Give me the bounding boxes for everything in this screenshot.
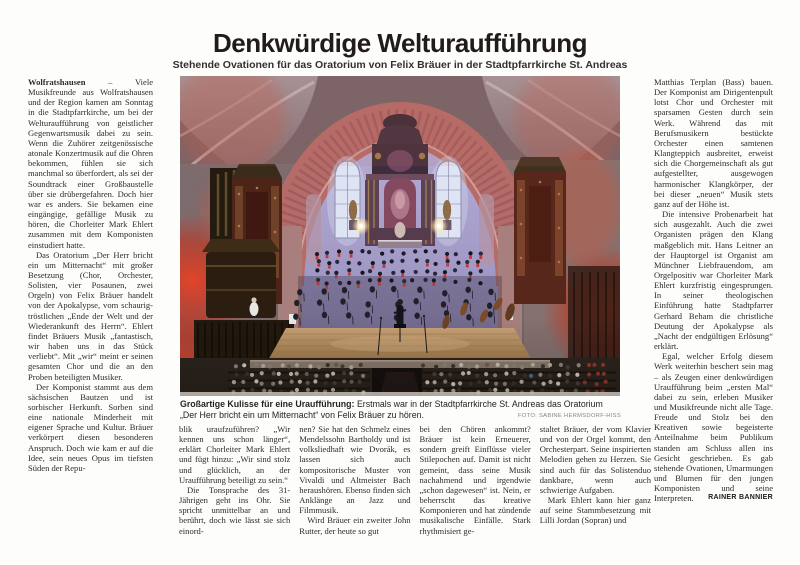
author-byline: RAINER BANNIER (708, 494, 773, 502)
paragraph: Wird Bräuer ein zweiter John Rutter, der heute so gut (299, 515, 411, 536)
article-photo (180, 76, 620, 396)
caption-text: Erstmals war in der Stadtpfarrkirche St. Andreas das Oratorium „Der Herr bricht ein um Mitternacht“ von Felix Bräuer zu hören. (180, 399, 603, 420)
paragraph: bei den Chören ankommt? Bräuer ist kein Erneuerer, sondern greift Einflüsse vieler Stilepochen auf. Damit ist nicht gemeint, dass seine Musik nachahmend und irgendwie „schon dagewesen“ ist. Nein, er beherrscht das kreative Komponieren und hat zündende musikalische Einfälle. Stark rhythmisiert ge- (419, 424, 531, 536)
paragraph: Das Oratorium „Der Herr bricht ein um Mitternacht“ mit großer Besetzung (Chor, Orchester, Solisten, vier Posaunen, zwei Orgeln) von Felix Bräuer handelt von der Apokalypse, vom schaurig-tröstlichen „Ende der Welt und der Wiederankunft des Herrn“. Ehlert findet Bräuers Musik „fantastisch, wir haben uns in das Stück verliebt“. Mit „wir“ meint er seinen gesamten Chor und die an den Proben beteiligten Musiker. (28, 249, 153, 382)
photo-caption (180, 399, 621, 421)
paragraph: Matthias Terplan (Bass) bauen. Der Komponist am Dirigentenpult lotst Chor und Orchester mit sparsamen Gesten durch sein Werk. Während das mit Berufsmusikern bestückte Orchester einen samtenen Klangteppich ausbreitet, erweist sich die Chorgemeinschaft als gut aufgestellter, ausgewogen harmonischer Klangkörper, der bei dieser „neuen“ Musik stets ganz auf der Höhe ist. (654, 77, 773, 209)
paragraph: Mark Ehlert kann hier ganz auf seine Stammbesetzung mit Lilli Jordan (Sopran) und (539, 495, 651, 526)
paragraph: nen? Sie hat den Schmelz eines Mendelssohn Bartholdy und ist volksliedhaft wie Dvorák, es lassen sich auch kompositorische Muster von Vivaldi und Altmeister Bach heraushören. Ebenso finden sich Anklänge an Jazz und Filmmusik. (299, 424, 411, 516)
photo-credit: FOTO: SABINE HERMSDORF-HISS (517, 413, 621, 419)
paragraph: Die intensive Probenarbeit hat sich ausgezahlt. Auch die zwei Organisten prägen den Klang maßgeblich mit. Hans Leitner an der Hauptorgel ist Organist am Münchner Liebfrauendom, am Orgelpositiv war Chorleiter Mark Ehlert kurzfristig eingesprungen. In seiner theologischen Einführung hatte Stadtpfarrer Gerhard Beham die christliche Deutung der Apokalypse als „Nacht der endgültigen Erlösung“ erklärt. (654, 209, 773, 352)
paragraph (28, 77, 153, 250)
text-column-3 (299, 424, 410, 536)
paragraph: Egal, welcher Erfolg diesem Werk weiterhin beschert sein mag – als Zeugen einer denkwürdigen Uraufführung beim „ersten Mal“ dabei zu sein, erleben Musiker und Musikfreunde nicht alle Tage. Freude und Stolz bei den Kreativen sowie begeisterte Anteilnahme beim Publikum standen am Schluss allen ins Gesicht geschrieben. Es gab stehende Ovationen, Umarmungen und Blumen für den jungen Komponisten und seine Interpreten. (654, 351, 773, 504)
text-column-5 (540, 424, 651, 536)
paragraph: staltet Bräuer, der vom Klavier und von der Orgel kommt, den Orchesterpart. Seine inspirierten Melodien gehen zu Herzen. Sie sind auch für das Solistenduo dankbare, wenn auch schwierige Aufgaben. (539, 424, 651, 495)
text-column-6 (654, 77, 773, 504)
paragraph: blik uraufzuführen? „Wir kennen uns schon länger“, erklärt Chorleiter Mark Ehlert und fügt hinzu: „Wir sind stolz und glücklich, an der Uraufführung beteiligt zu sein.“ (179, 424, 291, 485)
text-column-2 (179, 424, 290, 536)
church-concert-illustration (180, 76, 620, 396)
caption-lead: Großartige Kulisse für eine Uraufführung: (180, 399, 355, 409)
bottom-columns (179, 424, 651, 536)
paragraph: Die Tonsprache des 31-Jährigen geht ins Ohr. Sie spricht unmittelbar an und berührt, doch wie lässt sie sich einord- (179, 484, 291, 536)
article-subheadline: Stehende Ovationen für das Oratorium von Felix Bräuer in der Stadtpfarrkirche St. Andreas (172, 59, 628, 71)
text-column-1 (28, 77, 153, 473)
paragraph: Der Komponist stammt aus dem sächsischen Bautzen und ist sorbischer Herkunft. Sorben sind eine nationale Minderheit mit eigener Sprache und Kultur. Bräuer verkörpert diesen besonderen Anspruch. Doch wie kam er auf die Idee, sein neues Opus im tiefsten Süden der Repu- (28, 381, 153, 473)
dateline: Wolfratshausen (28, 77, 86, 87)
text-column-4 (420, 424, 531, 536)
paragraph-text: – Viele Musikfreunde aus Wolfratshausen und der Region kamen am Sonntag in die Stadtpfarrkirche, um bei der Welturaufführung von geistlicher Gegenwartsmusik dabei zu sein. Wenn die Zuhörer zeitgenössische atonale Konzertmusik auf die Ohren bekommen, fühlen sie sich manchmal so überfordert, als sei der Soundtrack einer Großbaustelle über sie drübergefahren. Doch hier war es anders. Sie bekamen eine eingängige, gefällige Musik zu hören, die Chorleiter Mark Ehlert zusammen mit dem Komponisten einstudiert hatte. (28, 77, 153, 250)
article-headline: Denkwürdige Welturaufführung (212, 28, 588, 58)
